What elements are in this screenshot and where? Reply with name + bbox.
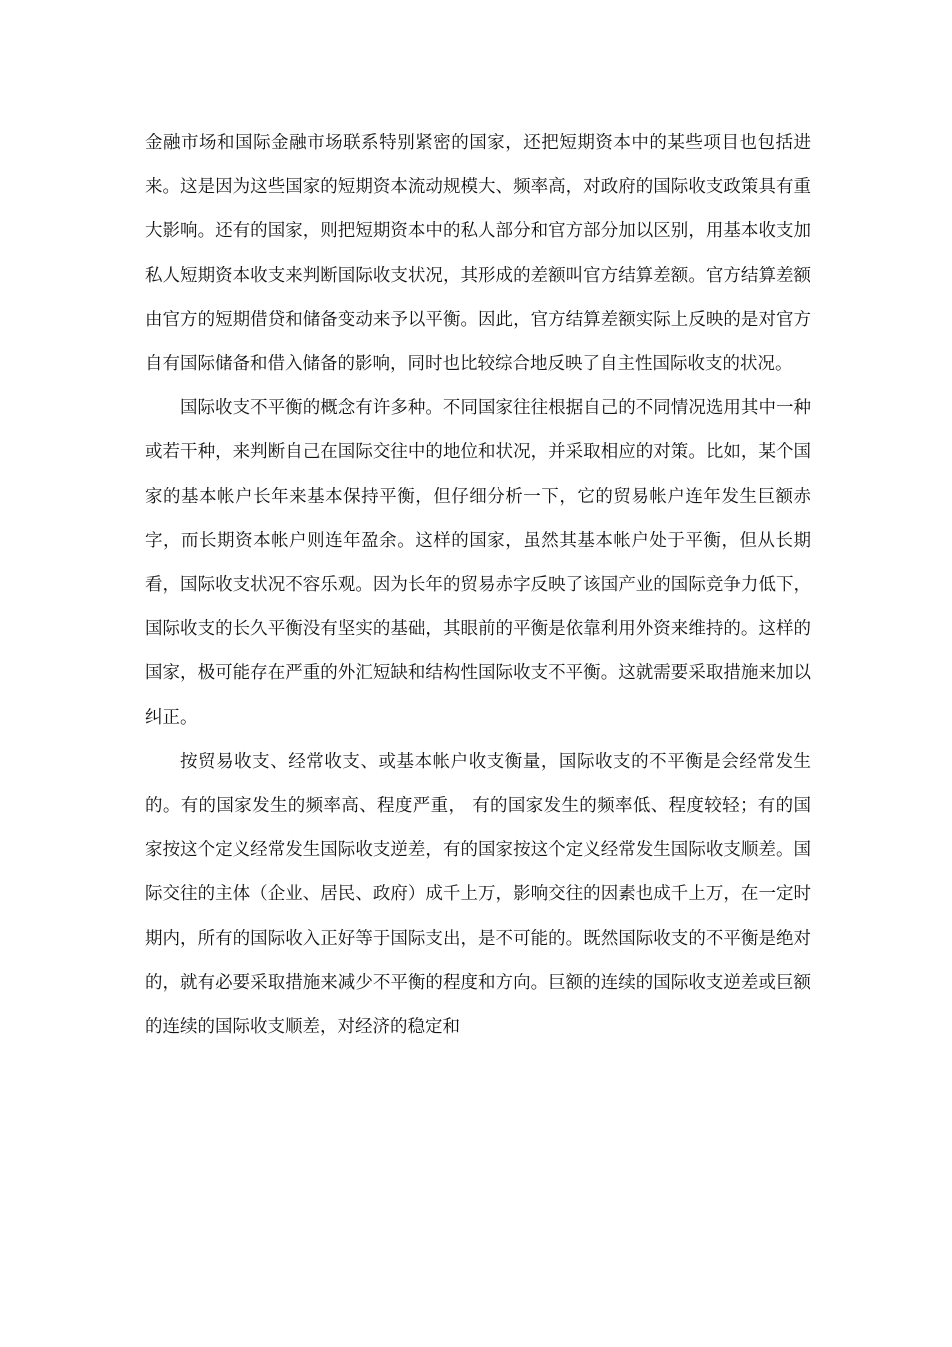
paragraph-3: 按贸易收支、经常收支、或基本帐户收支衡量，国际收支的不平衡是会经常发生的。有的国家发生的频率高、程度严重， 有的国家发生的频率低、程度较轻；有的国家按这个定义经常发生国际收支逆差，有的国家按这个定义经常发生国际收支顺差。国际交往的主体（企业、居民、政府）成千上万，影响交往的因素也成千上万，在一定时期内，所有的国际收入正好等于国际支出，是不可能的。既然国际收支的不平衡是绝对的，就有必要采取措施来减少不平衡的程度和方向。巨额的连续的国际收支逆差或巨额的连续的国际收支顺差，对经济的稳定和	[145, 751, 811, 1038]
body-text	[145, 121, 811, 1049]
paragraph-1: 金融市场和国际金融市场联系特别紧密的国家，还把短期资本中的某些项目也包括进来。这是因为这些国家的短期资本流动规模大、频率高，对政府的国际收支政策具有重大影响。还有的国家，则把短期资本中的私人部分和官方部分加以区别，用基本收支加私人短期资本收支来判断国际收支状况，其形成的差额叫官方结算差额。官方结算差额由官方的短期借贷和储备变动来予以平衡。因此，官方结算差额实际上反映的是对官方自有国际储备和借入储备的影响，同时也比较综合地反映了自主性国际收支的状况。	[145, 133, 811, 375]
paragraph-2: 国际收支不平衡的概念有许多种。不同国家往往根据自己的不同情况选用其中一种或若干种，来判断自己在国际交往中的地位和状况，并采取相应的对策。比如，某个国家的基本帐户长年来基本保持平衡，但仔细分析一下，它的贸易帐户连年发生巨额赤字，而长期资本帐户则连年盈余。这样的国家，虽然其基本帐户处于平衡，但从长期看，国际收支状况不容乐观。因为长年的贸易赤字反映了该国产业的国际竞争力低下， 国际收支的长久平衡没有坚实的基础，其眼前的平衡是依靠利用外资来维持的。这样的国家，极可能存在严重的外汇短缺和结构性国际收支不平衡。这就需要采取措施来加以纠正。	[145, 398, 811, 728]
